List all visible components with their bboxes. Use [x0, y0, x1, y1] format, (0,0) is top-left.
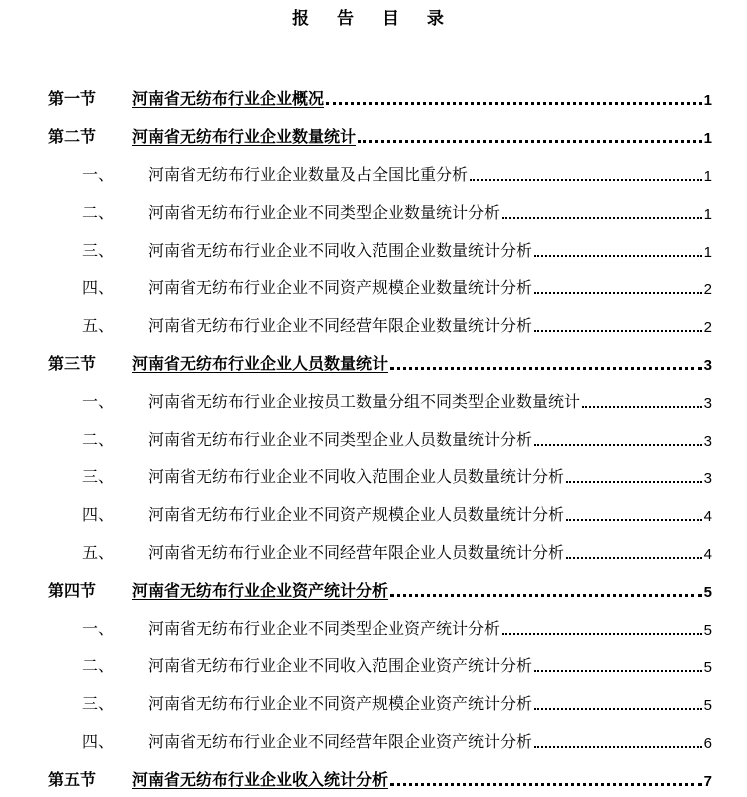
toc-entry-title: 河南省无纺布行业企业不同类型企业资产统计分析 [148, 618, 501, 638]
toc-subsection-row[interactable] [0, 457, 747, 495]
toc-page-number: 3 [703, 356, 712, 374]
toc-section-row[interactable] [0, 79, 747, 117]
toc-entry [148, 616, 712, 639]
dot-leader [582, 406, 702, 408]
toc-entry-number: 第三节 [48, 353, 97, 373]
toc-page-number: 1 [703, 205, 712, 223]
toc-entry-title: 河南省无纺布行业企业不同收入范围企业人员数量统计分析 [148, 467, 565, 487]
table-of-contents [0, 79, 747, 797]
toc-page-number: 2 [703, 319, 712, 337]
dot-leader [390, 594, 702, 597]
dot-leader [534, 330, 702, 332]
toc-section-row[interactable] [0, 117, 747, 155]
toc-entry-title: 河南省无纺布行业企业不同经营年限企业人员数量统计分析 [148, 542, 565, 562]
toc-entry-number: 第一节 [48, 89, 97, 109]
toc-entry-title: 河南省无纺布行业企业人员数量统计 [132, 353, 389, 373]
dot-leader [390, 367, 702, 370]
toc-entry-title: 河南省无纺布行业企业不同收入范围企业数量统计分析 [148, 240, 533, 260]
toc-entry [148, 313, 712, 336]
toc-entry [148, 653, 712, 676]
dot-leader [502, 633, 702, 635]
dot-leader [566, 519, 702, 521]
toc-page-number: 5 [703, 583, 712, 601]
toc-page-number: 5 [703, 659, 712, 677]
toc-section-row[interactable] [0, 344, 747, 382]
toc-page-number: 3 [703, 432, 712, 450]
toc-page-number: 2 [703, 281, 712, 299]
toc-entry-title: 河南省无纺布行业企业不同经营年限企业资产统计分析 [148, 731, 533, 751]
toc-entry-number: 一、 [82, 391, 115, 411]
toc-entry-number: 第二节 [48, 127, 97, 147]
toc-subsection-row[interactable] [0, 722, 747, 760]
dot-leader [326, 102, 702, 105]
toc-entry-number: 五、 [82, 542, 115, 562]
dot-leader [534, 746, 702, 748]
toc-entry [132, 767, 712, 790]
toc-entry [148, 238, 712, 261]
toc-entry [132, 578, 712, 601]
toc-entry [148, 427, 712, 450]
toc-subsection-row[interactable] [0, 608, 747, 646]
toc-entry-number: 一、 [82, 164, 115, 184]
toc-subsection-row[interactable] [0, 684, 747, 722]
toc-entry-number: 四、 [82, 731, 115, 751]
toc-subsection-row[interactable] [0, 646, 747, 684]
toc-subsection-row[interactable] [0, 381, 747, 419]
toc-section-row[interactable] [0, 759, 747, 797]
toc-entry-title: 河南省无纺布行业企业按员工数量分组不同类型企业数量统计 [148, 391, 581, 411]
dot-leader [390, 783, 702, 786]
toc-entry-number: 二、 [82, 202, 115, 222]
toc-entry-title: 河南省无纺布行业企业不同资产规模企业人员数量统计分析 [148, 505, 565, 525]
toc-page-number: 1 [703, 130, 712, 148]
toc-entry [148, 275, 712, 298]
toc-entry [148, 502, 712, 525]
toc-subsection-row[interactable] [0, 419, 747, 457]
toc-subsection-row[interactable] [0, 495, 747, 533]
toc-entry [132, 124, 712, 147]
toc-entry-title: 河南省无纺布行业企业不同类型企业数量统计分析 [148, 202, 501, 222]
toc-page-number: 5 [703, 621, 712, 639]
toc-page-number: 1 [703, 167, 712, 185]
toc-entry [132, 351, 712, 374]
toc-page-number: 6 [703, 734, 712, 752]
toc-entry [148, 729, 712, 752]
toc-entry-title: 河南省无纺布行业企业不同收入范围企业资产统计分析 [148, 656, 533, 676]
dot-leader [534, 670, 702, 672]
toc-page-number: 3 [703, 394, 712, 412]
toc-entry-title: 河南省无纺布行业企业不同经营年限企业数量统计分析 [148, 316, 533, 336]
toc-entry-number: 三、 [82, 240, 115, 260]
toc-entry-number: 二、 [82, 429, 115, 449]
toc-entry [148, 200, 712, 223]
toc-page-number: 5 [703, 697, 712, 715]
toc-entry [132, 86, 712, 109]
toc-section-row[interactable] [0, 570, 747, 608]
toc-entry-number: 三、 [82, 467, 115, 487]
toc-entry-number: 五、 [82, 316, 115, 336]
toc-entry [148, 540, 712, 563]
toc-subsection-row[interactable] [0, 155, 747, 193]
toc-page-number: 3 [703, 470, 712, 488]
toc-page-number: 1 [703, 243, 712, 261]
toc-entry-number: 第五节 [48, 769, 97, 789]
dot-leader [566, 481, 702, 483]
toc-subsection-row[interactable] [0, 306, 747, 344]
dot-leader [534, 444, 702, 446]
toc-entry-title: 河南省无纺布行业企业数量统计 [132, 127, 357, 147]
toc-subsection-row[interactable] [0, 268, 747, 306]
toc-entry [148, 464, 712, 487]
toc-page-number: 4 [703, 508, 712, 526]
dot-leader [502, 217, 702, 219]
dot-leader [534, 708, 702, 710]
dot-leader [566, 557, 702, 559]
toc-entry-title: 河南省无纺布行业企业数量及占全国比重分析 [148, 164, 469, 184]
toc-page-number: 7 [703, 772, 712, 790]
toc-subsection-row[interactable] [0, 192, 747, 230]
toc-entry-number: 四、 [82, 505, 115, 525]
dot-leader [534, 292, 702, 294]
dot-leader [534, 255, 702, 257]
dot-leader [358, 140, 702, 143]
dot-leader [470, 179, 702, 181]
toc-entry-title: 河南省无纺布行业企业不同资产规模企业资产统计分析 [148, 694, 533, 714]
toc-entry-number: 四、 [82, 278, 115, 298]
toc-entry-number: 二、 [82, 656, 115, 676]
toc-entry-title: 河南省无纺布行业企业收入统计分析 [132, 769, 389, 789]
toc-subsection-row[interactable] [0, 533, 747, 571]
toc-entry [148, 389, 712, 412]
toc-entry-title: 河南省无纺布行业企业不同资产规模企业数量统计分析 [148, 278, 533, 298]
toc-entry-number: 三、 [82, 694, 115, 714]
toc-entry-title: 河南省无纺布行业企业资产统计分析 [132, 580, 389, 600]
toc-page-number: 1 [703, 92, 712, 110]
toc-entry-title: 河南省无纺布行业企业概况 [132, 89, 325, 109]
page-title: 报 告 目 录 [292, 9, 455, 29]
toc-subsection-row[interactable] [0, 230, 747, 268]
toc-entry-number: 第四节 [48, 580, 97, 600]
toc-entry-title: 河南省无纺布行业企业不同类型企业人员数量统计分析 [148, 429, 533, 449]
toc-entry [148, 162, 712, 185]
toc-entry-number: 一、 [82, 618, 115, 638]
toc-page-number: 4 [703, 545, 712, 563]
toc-entry [148, 691, 712, 714]
